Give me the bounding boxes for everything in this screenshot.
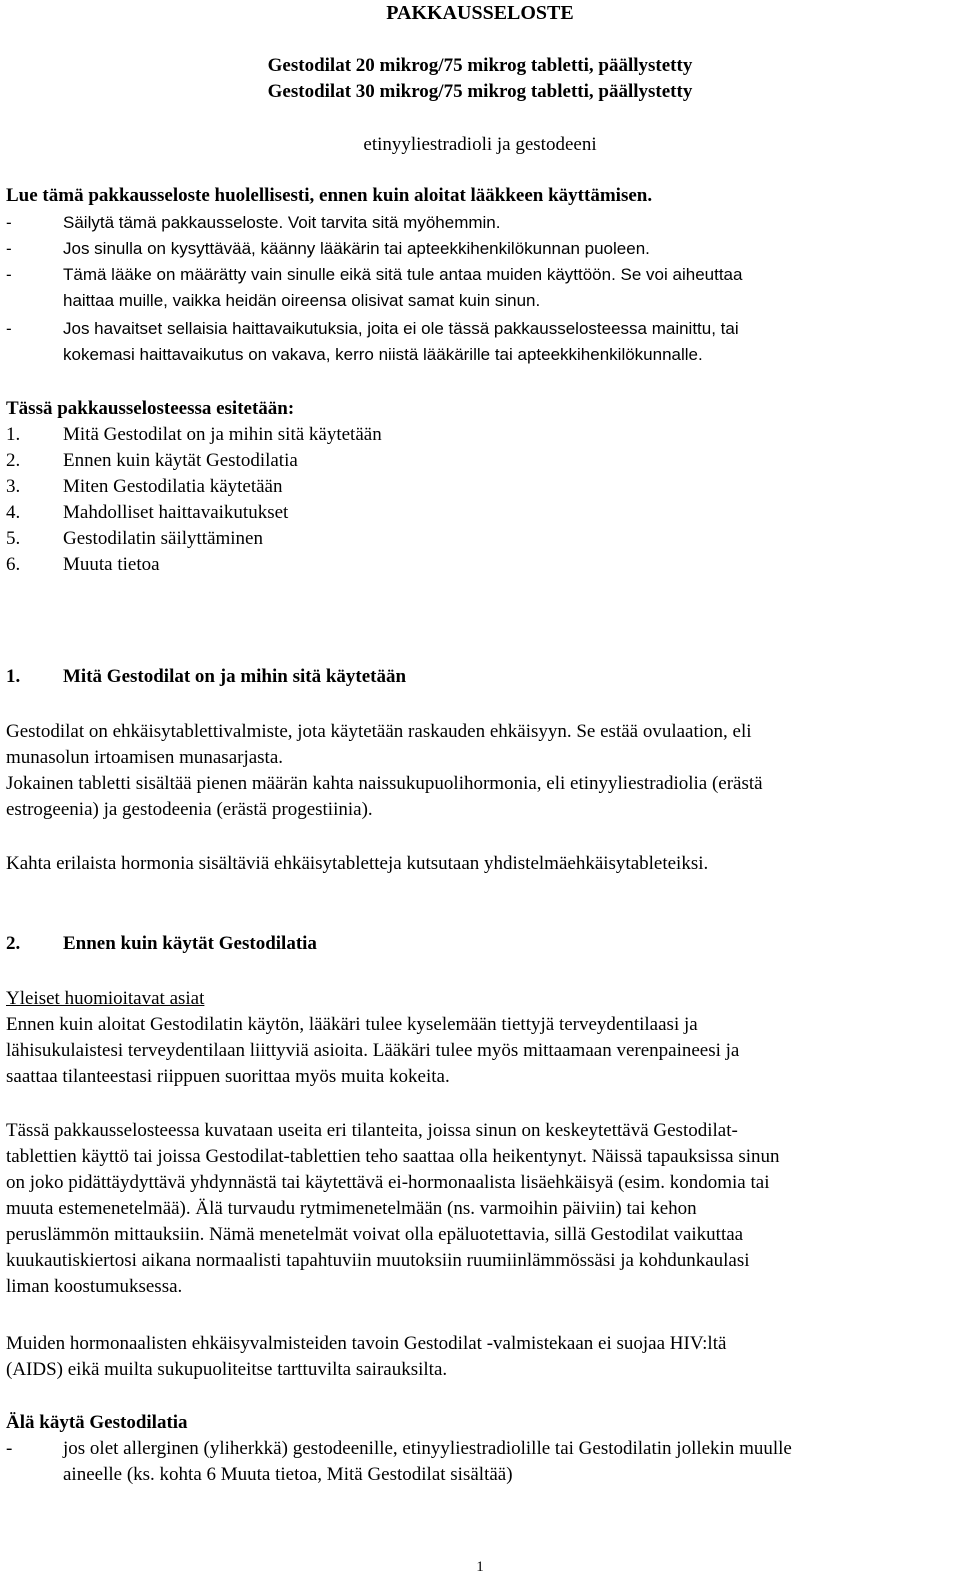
toc-item-number: 1. xyxy=(6,424,21,445)
paragraph-line: Muiden hormonaalisten ehkäisyvalmisteiden tavoin Gestodilat -valmistekaan ei suojaa HIV:ltä xyxy=(6,1333,727,1354)
bullet-text: Tämä lääke on määrätty vain sinulle eikä sitä tule antaa muiden käyttöön. Se voi aiheuttaa xyxy=(63,265,743,284)
paragraph-line: tablettien käyttö tai joissa Gestodilat-tablettien teho saattaa olla heikentynyt. Näissä tapauksissa sinun xyxy=(6,1146,780,1167)
toc-item-label: Muuta tietoa xyxy=(63,554,160,575)
paragraph-line: Jokainen tabletti sisältää pienen määrän kahta naissukupuolihormonia, eli etinyyliestradiolia (erästä xyxy=(6,773,763,794)
page-number: 1 xyxy=(476,1559,484,1575)
intro-heading: Lue tämä pakkausseloste huolellisesti, ennen kuin aloitat lääkkeen käyttämisen. xyxy=(6,185,653,206)
bullet-text: Säilytä tämä pakkausseloste. Voit tarvita sitä myöhemmin. xyxy=(63,213,501,232)
toc-item xyxy=(6,448,382,474)
section-1-heading xyxy=(6,664,406,690)
bullet-dash: - xyxy=(6,239,12,258)
intro-bullet xyxy=(0,262,960,314)
section-1-paragraph: Kahta erilaista hormonia sisältäviä ehkäisytabletteja kutsutaan yhdistelmäehkäisytableteiksi. xyxy=(6,853,709,874)
bullet-text: haittaa muille, vaikka heidän oireensa olisivat samat kuin sinun. xyxy=(63,291,541,310)
section-2-subheading: Yleiset huomioitavat asiat xyxy=(6,988,205,1009)
bullet-text: jos olet allerginen (yliherkkä) gestodeenille, etinyyliestradiolille tai Gestodilatin jollekin muulle xyxy=(63,1438,792,1459)
toc-item xyxy=(6,552,382,578)
paragraph-line: kuukautiskiertosi aikana normaalisti tapahtuviin muutoksiin ruumiinlämmössäsi ja kohdunkaulasi xyxy=(6,1250,750,1271)
toc-item-label: Mitä Gestodilat on ja mihin sitä käytetään xyxy=(63,424,382,445)
bullet-dash: - xyxy=(6,319,12,338)
paragraph-line: on joko pidättäydyttävä yhdynnästä tai käytettävä ei-hormonaalista lisäehkäisyä (esim. kondomia tai xyxy=(6,1172,770,1193)
toc-item-label: Mahdolliset haittavaikutukset xyxy=(63,502,289,523)
section-title: Ennen kuin käytät Gestodilatia xyxy=(63,933,317,954)
do-not-use-item xyxy=(0,1436,960,1488)
toc-item-number: 5. xyxy=(6,528,21,549)
toc-item xyxy=(6,526,382,552)
toc-item-label: Gestodilatin säilyttäminen xyxy=(63,528,263,549)
paragraph-line: peruslämmön mittauksiin. Nämä menetelmät voivat olla epäluotettavia, sillä Gestodilat vaikuttaa xyxy=(6,1224,744,1245)
paragraph-line: Gestodilat on ehkäisytablettivalmiste, jota käytetään raskauden ehkäisyyn. Se estää ovulaation, eli xyxy=(6,721,752,742)
bullet-text: kokemasi haittavaikutus on vakava, kerro niistä lääkärille tai apteekkihenkilökunnalle. xyxy=(63,345,703,364)
section-2-heading xyxy=(6,931,317,957)
intro-bullet xyxy=(0,316,960,368)
section-2-paragraph xyxy=(6,1118,780,1300)
section-title: Mitä Gestodilat on ja mihin sitä käytetään xyxy=(63,666,407,687)
toc-item-label: Miten Gestodilatia käytetään xyxy=(63,476,283,497)
toc-item-label: Ennen kuin käytät Gestodilatia xyxy=(63,450,298,471)
section-2-paragraph xyxy=(6,1331,726,1383)
toc-item xyxy=(6,474,382,500)
toc-list xyxy=(6,422,382,578)
intro-bullet xyxy=(0,210,960,236)
product-name-line-2: Gestodilat 30 mikrog/75 mikrog tabletti, päällystetty xyxy=(267,81,693,102)
bullet-dash: - xyxy=(6,1438,13,1459)
toc-item-number: 2. xyxy=(6,450,21,471)
section-1-paragraph xyxy=(6,719,763,823)
section-number: 2. xyxy=(6,933,21,954)
toc-item-number: 4. xyxy=(6,502,21,523)
active-ingredients: etinyyliestradioli ja gestodeeni xyxy=(363,134,597,155)
bullet-text: Jos havaitset sellaisia haittavaikutuksia, joita ei ole tässä pakkausselosteessa mainittu, tai xyxy=(63,319,739,338)
toc-item xyxy=(6,500,382,526)
paragraph-line: estrogeenia) ja gestodeenia (erästä progestiinia). xyxy=(6,799,373,820)
toc-item-number: 3. xyxy=(6,476,21,497)
paragraph-line: liman koostumuksessa. xyxy=(6,1276,183,1297)
bullet-dash: - xyxy=(6,213,12,232)
paragraph-line: muuta estemenetelmää). Älä turvaudu rytmimenetelmään (ns. varmoihin päiviin) tai kehon xyxy=(6,1198,697,1219)
paragraph-line: (AIDS) eikä muilta sukupuoliteitse tarttuvilta sairauksilta. xyxy=(6,1359,448,1380)
do-not-use-heading: Älä käytä Gestodilatia xyxy=(6,1412,188,1433)
document-title: PAKKAUSSELOSTE xyxy=(386,2,574,24)
toc-item xyxy=(6,422,382,448)
paragraph-line: Ennen kuin aloitat Gestodilatin käytön, lääkäri tulee kyselemään tiettyjä terveydentilaasi ja xyxy=(6,1014,698,1035)
paragraph-line: Tässä pakkausselosteessa kuvataan useita eri tilanteita, joissa sinun on keskeytettävä Gestodilat- xyxy=(6,1120,738,1141)
toc-heading: Tässä pakkausselosteessa esitetään: xyxy=(6,398,295,419)
paragraph-line: munasolun irtoamisen munasarjasta. xyxy=(6,747,284,768)
bullet-dash: - xyxy=(6,265,12,284)
paragraph-line: saattaa tilanteestasi riippuen suorittaa myös muita kokeita. xyxy=(6,1066,450,1087)
paragraph-line: lähisukulaistesi terveydentilaan liittyviä asioita. Lääkäri tulee myös mittaamaan verenpaineesi ja xyxy=(6,1040,740,1061)
bullet-text: Jos sinulla on kysyttävää, käänny lääkärin tai apteekkihenkilökunnan puoleen. xyxy=(63,239,650,258)
section-number: 1. xyxy=(6,666,21,687)
section-2-paragraph xyxy=(6,1012,739,1090)
bullet-text: aineelle (ks. kohta 6 Muuta tietoa, Mitä Gestodilat sisältää) xyxy=(63,1464,513,1485)
toc-item-number: 6. xyxy=(6,554,21,575)
intro-bullet xyxy=(0,236,960,262)
product-name-line-1: Gestodilat 20 mikrog/75 mikrog tabletti, päällystetty xyxy=(267,55,693,76)
